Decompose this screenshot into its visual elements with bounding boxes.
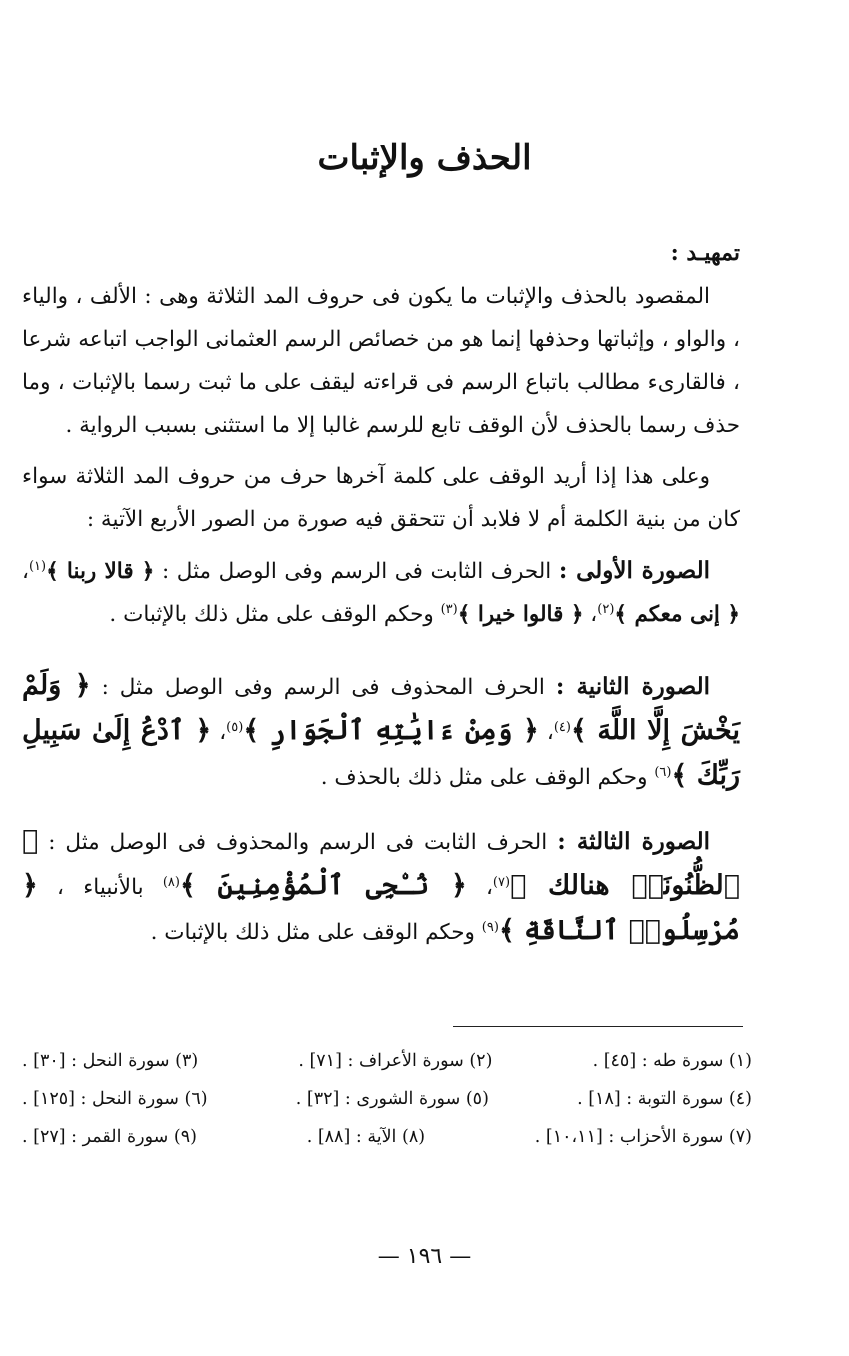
form-2-ruling: وحكم الوقف على مثل ذلك بالحذف . — [320, 765, 648, 790]
footnote: (٨) الآية : [٨٨] . — [306, 1127, 426, 1147]
form-2-lead: الحرف المحذوف فى الرسم وفى الوصل مثل : — [101, 675, 545, 700]
form-3-label: الصورة الثالثة : — [557, 828, 710, 855]
quran-quote: ﴿ نُـۨجِى ٱلْمُؤْمِنِينَ ﴾ — [179, 870, 467, 901]
quran-quote: ﴿ قالا ربنا ﴾ — [46, 559, 155, 584]
footnote-ref: (٥) — [226, 719, 244, 735]
form-1-paragraph: الصورة الأولى : الحرف الثابت فى الرسم وفى الوصل مثل : ﴿ قالا ربنا ﴾$^{(١)}$، ﴿ إنى معكم ﴾$^{(٢)}$، ﴿ قالوا خيرا ﴾$^{(٣)}$ وحكم الوقف على مثل ذلك بالإثبات . — [22, 557, 740, 627]
footnote-row — [22, 1080, 752, 1118]
quran-quote: ﴿ ٱدْعُ إِلَىٰ سَبِيلِ رَبِّكَ ﴾ — [22, 715, 740, 791]
footnotes — [22, 1042, 752, 1156]
quran-quote: ﴿ وَلَمْ يَخْشَ إِلَّا اللَّهَ ﴾ — [22, 670, 740, 746]
footnote: (٧) سورة الأحزاب : [١٠،١١] . — [534, 1127, 752, 1147]
quran-quote: ﴿ قالوا خيرا ﴾ — [457, 602, 584, 627]
quran-quote: ﴿ وَمِنْ ءَايَٰتِهِ ٱلْجَوَارِ ﴾ — [243, 715, 539, 746]
footnote: (٥) سورة الشورى : [٣٢] . — [295, 1089, 489, 1109]
page-title: الحذف والإثبات — [317, 138, 532, 178]
form-1-ruling: وحكم الوقف على مثل ذلك بالإثبات . — [109, 602, 434, 627]
form-1-label: الصورة الأولى : — [558, 557, 710, 584]
form-3-context: بالأنبياء ، — [57, 875, 144, 900]
intro-paragraph-1: المقصود بالحذف والإثبات ما يكون فى حروف المد الثلاثة وهى : الألف ، والياء ، والواو ، وإثباتها وحذفها إنما هو من خصائص الرسم العثمانى الواجب اتباعه شرعا ، فالقارىء مطالب باتباع الرسم فى قراءته ليقف على ما ثبت رسما بالإثبات ، وما حذف رسما بالحذف لأن الوقف تابع للرسم غالبا إلا ما استثنى بسبب الرواية . — [22, 284, 740, 438]
footnote: (٢) سورة الأعراف : [٧١] . — [298, 1051, 493, 1071]
footnote: (٣) سورة النحل : [٣٠] . — [22, 1051, 199, 1071]
form-2-label: الصورة الثانية : — [555, 673, 710, 700]
footnote-row — [22, 1042, 752, 1080]
form-3-ruling: وحكم الوقف على مثل ذلك بالإثبات . — [150, 920, 475, 945]
form-1-lead: الحرف الثابت فى الرسم وفى الوصل مثل : — [161, 559, 552, 584]
footnote-divider — [453, 1026, 743, 1027]
footnote-ref: (٩) — [481, 919, 499, 935]
page-number: — ١٩٦ — — [377, 1244, 472, 1269]
form-3-lead: الحرف الثابت فى الرسم والمحذوف فى الوصل مثل : — [48, 830, 548, 855]
main-text — [22, 232, 740, 954]
quran-quote: ﴿ مُرْسِلُوا۟ ٱلنَّاقَةِ ﴾ — [22, 870, 740, 946]
form-3-paragraph: الصورة الثالثة : الحرف الثابت فى الرسم والمحذوف فى الوصل مثل : ﴿ ٱلظُّنُونَا۠ هنالك ﴾$^{(٧)}$، ﴿ نُـۨجِى ٱلْمُؤْمِنِينَ ﴾$^{(٨)}$ بالأنبياء ، ﴿ مُرْسِلُوا۟ ٱلنَّاقَةِ ﴾$^{(٩)}$ وحكم الوقف على مثل ذلك بالإثبات . — [22, 825, 740, 946]
footnote-ref: (٦) — [654, 764, 672, 780]
footnote-ref: (٣) — [440, 601, 458, 617]
footnote-row — [22, 1118, 752, 1156]
footnote-ref: (٤) — [553, 719, 571, 735]
footnote-ref: (٢) — [597, 601, 615, 617]
footnote-ref: (٨) — [162, 874, 180, 890]
form-2-paragraph: الصورة الثانية : الحرف المحذوف فى الرسم وفى الوصل مثل : ﴿ وَلَمْ يَخْشَ إِلَّا اللَّهَ ﴾$^{(٤)}$، ﴿ وَمِنْ ءَايَٰتِهِ ٱلْجَوَارِ ﴾$^{(٥)}$، ﴿ ٱدْعُ إِلَىٰ سَبِيلِ رَبِّكَ ﴾$^{(٦)}$ وحكم الوقف على مثل ذلك بالحذف . — [22, 670, 740, 791]
quran-quote: ﴿ إنى معكم ﴾ — [614, 602, 740, 627]
footnote-ref: (١) — [28, 558, 47, 574]
intro-heading: تمهيـد : — [670, 240, 740, 266]
footnote: (١) سورة طه : [٤٥] . — [592, 1051, 752, 1071]
intro-paragraph-2: وعلى هذا إذا أريد الوقف على كلمة آخرها حرف من حروف المد الثلاثة سواء كان من بنية الكلمة أم لا فلابد أن تتحقق فيه صورة من الصور الأربع الآتية : — [22, 464, 740, 532]
footnote-ref: (٧) — [492, 874, 511, 890]
footnote: (٦) سورة النحل : [١٢٥] . — [22, 1089, 208, 1109]
quran-quote: ﴿ ٱلظُّنُونَا۠ هنالك ﴾ — [22, 825, 740, 901]
footnote: (٩) سورة القمر : [٢٧] . — [22, 1127, 197, 1147]
footnote: (٤) سورة التوبة : [١٨] . — [577, 1089, 752, 1109]
